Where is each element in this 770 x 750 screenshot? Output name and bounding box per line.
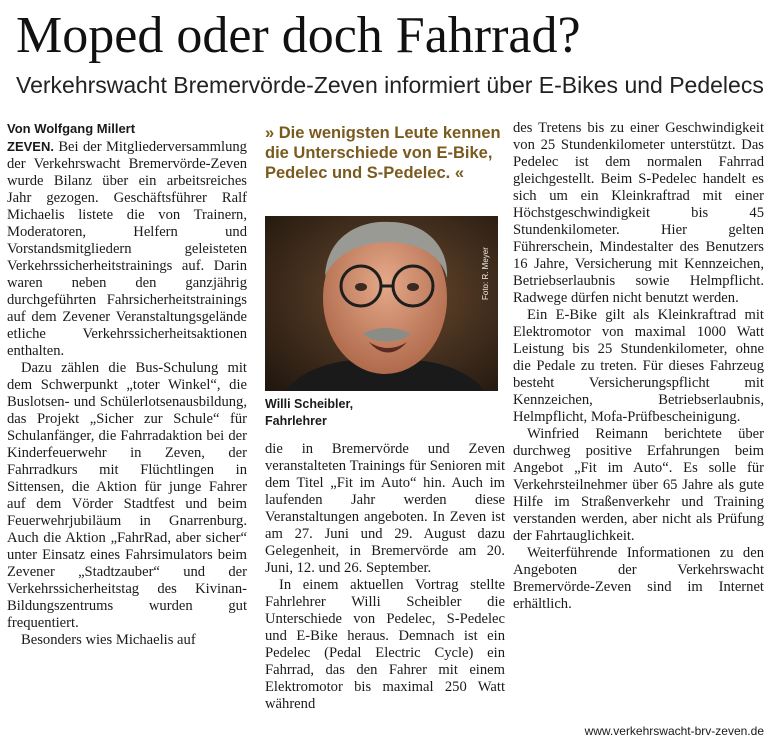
paragraph-text: Bei der Mitgliederversammlung der Verkehrswacht Bremervörde-Zeven wurde Bilanz über ein arbeitsreiches Jahr gezogen. Geschäftsführer Ralf Michaelis listete die von Trainern, Moderatoren, Helfern und Vorstandsmitgliedern geleisteten Verkehrssicherheitstrainings auf. Darin waren neben den ganzjährig durchgeführten Fahrsicherheitstrainings auf dem Zevener Veranstaltungsgelände etliche Verkehrssicherheitsaktionen enthalten. (7, 139, 247, 359)
photo-caption (265, 396, 505, 430)
headline: Moped oder doch Fahrrad? (16, 7, 581, 64)
portrait-image (265, 216, 498, 391)
paragraph: Winfried Reimann berichtete über durchweg positive Erfahrungen beim Angebot „Fit im Auto“. Es solle für Verkehrsteilnehmer über 65 Jahre als gute Hilfe im Straßenverkehr und Training verstanden werden, aber nicht als Prüfung der Fahrtauglichkeit. (513, 426, 764, 544)
dateline: ZEVEN. (7, 139, 54, 154)
portrait-photo (265, 216, 498, 391)
paragraph: des Tretens bis zu einer Geschwindigkeit von 25 Stundenkilometer unterstützt. Das Pedelec ist dem normalen Fahrrad gleichgestellt. Beim S-Pedelec handelt es sich um ein Kleinkraftrad mit einer Höchstgeschwindigkeit bis 45 Stundenkilometer. Hier gelten Führerschein, Mindestalter des Benutzers 16 Jahre, Versicherung mit Kennzeichen, Betriebserlaubnis sowie Helmpflicht. Radwege dürfen nicht benutzt werden. (513, 120, 764, 306)
paragraph (7, 138, 247, 360)
paragraph: Besonders wies Michaelis auf (21, 632, 196, 648)
caption-role: Fahrlehrer (265, 414, 327, 428)
subheadline: Verkehrswacht Bremervörde-Zeven informiert über E-Bikes und Pedelecs (16, 72, 764, 98)
pull-quote: » Die wenigsten Leute kennen die Unterschiede von E-Bike, Pedelec und S-Pedelec. « (265, 124, 501, 182)
paragraph: Ein E-Bike gilt als Kleinkraftrad mit Elektromotor von maximal 1000 Watt Leistung bis 25 Stundenkilometer, ohne die Pedale zu treten. Für dieses Fahrzeug besteht Versicherungspflicht mit Kennzeichen, Betriebserlaubnis, Helmpflicht, Mofa-Prüfbescheinigung. (513, 307, 764, 425)
article-column-1 (7, 120, 247, 649)
paragraph: Weiterführende Informationen zu den Angeboten der Verkehrswacht Bremervörde-Zeven sind im Internet erhältlich. (513, 545, 764, 612)
website-link[interactable]: www.verkehrswacht-brv-zeven.de (584, 724, 764, 738)
paragraph: In einem aktuellen Vortrag stellte Fahrlehrer Willi Scheibler die Unterschiede von Pedelec, S-Pedelec und E-Bike heraus. Demnach ist ein Pedelec (Pedal Electric Cycle) ein Fahrrad, das den Fahrer mit einem Elektromotor bis maximal 250 Watt während (265, 577, 505, 712)
photo-credit: Foto: R. Meyer (481, 247, 490, 300)
paragraph: die in Bremervörde und Zeven veranstalteten Trainings für Senioren mit dem Titel „Fit im Auto“ hin. Auch im laufenden Jahr werden diese Veranstaltungen angeboten. In Zeven ist am 27. Juni und 29. August dazu Gelegenheit, in Bremervörde am 20. Juni, 12. und 26. September. (265, 441, 505, 576)
paragraph: Dazu zählen die Bus-Schulung mit dem Schwerpunkt „toter Winkel“, die Buslotsen- und Schülerlotsenausbildung, das Projekt „Sicher zur Schule“ für Schulanfänger, die Fahrradaktion bei der Kinderfeuerwehr in Zeven, der Fahrradkurs mit Flüchtlingen in Sittensen, die Aktion für junge Fahrer auf dem Vörder Stadtfest und beim Feuerwehrjubiläum in Gnarrenburg. Auch die Aktion „FahrRad, aber sicher“ unter Einsatz eines Fahrsimulators beim Zevener „Stadtzauber“ und der Verkehrssicherheitstag des Kivinan-Bildungszentrums wurden gut frequentiert. (7, 360, 247, 631)
byline: Von Wolfgang Millert (7, 121, 136, 136)
article-column-2 (265, 441, 505, 713)
article-column-3 (513, 120, 764, 613)
caption-name: Willi Scheibler, (265, 397, 354, 411)
